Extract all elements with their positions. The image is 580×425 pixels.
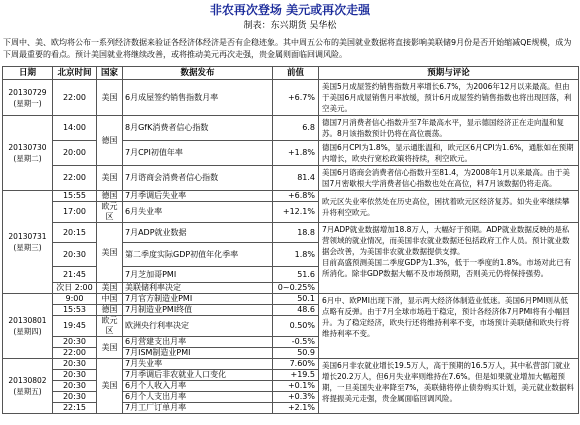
col-header-date: 日期 xyxy=(3,67,53,80)
country-cell: 美国 xyxy=(97,80,123,116)
table-header-row xyxy=(3,67,579,80)
col-header-event: 数据发布 xyxy=(123,67,273,80)
prev-cell: +19.5 xyxy=(273,370,319,381)
comment-cell xyxy=(319,223,579,294)
time-cell: 17:00 xyxy=(53,202,97,223)
col-header-time: 北京时间 xyxy=(53,67,97,80)
intro-paragraph: 下周中、美、欧均将公布一系列经济数据来验证各经济体经济是否有企稳迹象。其中周五公布的美国就业数据将直接影响美联储9月份是否开始缩减QE规模，成为下周最重要的看点。预计美国就业将继续改善，或将推动美元再次走强，贵金属则面临回调风险。 xyxy=(3,38,572,59)
time-cell: 20:30 xyxy=(53,359,97,370)
event-cell: 6月失业率 xyxy=(123,202,273,223)
event-cell: 7月官方制造业PMI xyxy=(123,294,273,305)
country-cell: 欧元区 xyxy=(97,202,123,223)
country-cell: 美国 xyxy=(97,223,123,283)
prev-cell: +6.7% xyxy=(273,80,319,116)
time-cell: 22:15 xyxy=(53,403,97,414)
col-header-country: 国家 xyxy=(97,67,123,80)
prev-cell: 51.6 xyxy=(273,267,319,283)
event-cell: 7月谘商会消费者信心指数 xyxy=(123,166,273,191)
prev-cell: 1.8% xyxy=(273,243,319,267)
country-cell: 美国 xyxy=(97,359,123,414)
prev-cell: +6.8% xyxy=(273,191,319,202)
table-row xyxy=(3,116,579,141)
col-header-comment: 预期与评论 xyxy=(319,67,579,80)
event-cell: 6月个人支出月率 xyxy=(123,392,273,403)
prev-cell: 18.8 xyxy=(273,223,319,243)
table-row xyxy=(3,223,579,243)
time-cell: 20:15 xyxy=(53,223,97,243)
page-title: 非农再次登场 美元或再次走强 xyxy=(209,3,371,17)
event-cell: 7月季调后非农就业人口变化 xyxy=(123,370,273,381)
event-cell: 7月制造业PMI终值 xyxy=(123,305,273,316)
event-cell: 8月GfK消费者信心指数 xyxy=(123,116,273,141)
event-cell: 6月个人收入月率 xyxy=(123,381,273,392)
comment-cell: 美国6月谘商会消费者信心指数升至81.4，为2008年1月以来最高。由于美国7月密歇根大学消费者信心指数也处在高位，料7月该数据仍将走高。 xyxy=(319,166,579,191)
prev-cell: 50.9 xyxy=(273,348,319,359)
event-cell: 欧洲央行利率决定 xyxy=(123,316,273,337)
time-cell: 19:45 xyxy=(53,316,97,337)
prev-cell: 81.4 xyxy=(273,166,319,191)
event-cell: 第二季度实际GDP初值年化季率 xyxy=(123,243,273,267)
event-cell: 6月成屋签约销售指数月率 xyxy=(123,80,273,116)
table-row xyxy=(3,166,579,191)
event-cell: 7月工厂订单月率 xyxy=(123,403,273,414)
event-cell: 美联储利率决定 xyxy=(123,283,273,294)
time-cell: 9:00 xyxy=(53,294,97,305)
prev-cell: +2.1% xyxy=(273,403,319,414)
time-cell: 15:55 xyxy=(53,191,97,202)
time-cell: 20:30 xyxy=(53,243,97,267)
date-cell: 20130729 (星期一) xyxy=(3,80,53,116)
time-cell: 20:00 xyxy=(53,141,97,166)
comment-cell: 6月中、欧PMI出现下滑，显示两大经济体制造业低迷。美国6月PMI则从低点略有反弹。由于7月全球市场趋于稳定，预计各经济体7月PMI将有小幅回升。为了稳定经济，欧央行还将维持利率不变，市场预计美联储和欧央行将维持利率不变。 xyxy=(319,294,579,359)
time-cell: 22:00 xyxy=(53,166,97,191)
comment-cell: 欧元区失业率依然处在历史高位，困扰着欧元区经济复苏。如失业率继续攀升将利空欧元。 xyxy=(319,191,579,223)
prev-cell: +0.1% xyxy=(273,381,319,392)
table-row xyxy=(3,359,579,370)
prev-cell: 7.60% xyxy=(273,359,319,370)
date-cell: 20130801 (星期四) xyxy=(3,294,53,359)
time-cell: 20:30 xyxy=(53,381,97,392)
prev-cell: 0~0.25% xyxy=(273,283,319,294)
comment-cell: 德国7月消费者信心指数升至7年最高水平，显示德国经济正在走向温和复苏。8月该指数预计仍将在高位震荡。 xyxy=(319,116,579,141)
date-cell: 20130730 (星期二) xyxy=(3,116,53,191)
event-cell: 7月CPI初值年率 xyxy=(123,141,273,166)
event-cell: 7月ADP就业数据 xyxy=(123,223,273,243)
country-cell: 德国 xyxy=(97,116,123,166)
event-cell: 6月营建支出月率 xyxy=(123,337,273,348)
country-cell: 德国 xyxy=(97,305,123,316)
time-cell: 次日 2:00 xyxy=(53,283,97,294)
comment-cell: 德国6月CPI为1.8%，显示通胀温和，欧元区6月CPI为1.6%，通胀如在预期内增长，欧央行宽松政策将持续，利空欧元。 xyxy=(319,141,579,166)
prev-cell: 6.8 xyxy=(273,116,319,141)
date-cell: 20130731 (星期三) xyxy=(3,191,53,294)
time-cell: 20:30 xyxy=(53,337,97,348)
author-line: 制表：东兴期货 吴华松 xyxy=(243,21,337,31)
prev-cell: -0.5% xyxy=(273,337,319,348)
country-cell: 中国 xyxy=(97,294,123,305)
time-cell: 15:53 xyxy=(53,305,97,316)
prev-cell: +12.1% xyxy=(273,202,319,223)
table-row xyxy=(3,294,579,305)
country-cell: 欧元区 xyxy=(97,316,123,337)
time-cell: 20:30 xyxy=(53,392,97,403)
prev-cell: 48.6 xyxy=(273,305,319,316)
country-cell: 德国 xyxy=(97,191,123,202)
prev-cell: +0.3% xyxy=(273,392,319,403)
table-row xyxy=(3,141,579,166)
date-cell: 20130802 (星期五) xyxy=(3,359,53,414)
time-cell: 22:00 xyxy=(53,348,97,359)
table-row xyxy=(3,191,579,202)
event-cell: 7月季调后失业率 xyxy=(123,191,273,202)
calendar-table xyxy=(2,66,579,414)
time-cell: 20:30 xyxy=(53,370,97,381)
prev-cell: 0.50% xyxy=(273,316,319,337)
country-cell: 美国 xyxy=(97,166,123,191)
event-cell: 7月失业率 xyxy=(123,359,273,370)
time-cell: 22:00 xyxy=(53,80,97,116)
country-cell: 美国 xyxy=(97,337,123,359)
time-cell: 21:45 xyxy=(53,267,97,283)
prev-cell: 50.1 xyxy=(273,294,319,305)
comment-cell: 美国5月成屋签约销售指数月率增长6.7%，为2006年12月以来最高。但由于美国6月成屋销售月率放缓，预计6月成屋签约销售指数也将出现回落，利空美元。 xyxy=(319,80,579,116)
event-cell: 7月芝加哥PMI xyxy=(123,267,273,283)
event-cell: 7月ISM制造业PMI xyxy=(123,348,273,359)
comment-text: 7月ADP就业数据增加18.8万人，大幅好于预期。ADP就业数据反映的是私营领域的就业情况，而美国非农就业数据还包括政府工作人员。预计就业数据会改善，为美国非农就业数据提供支撑。 目前高盛预测美国二季度GDP为1.3%，低于一季度的1.8%。市场对此已有所消化。除非GDP数据大幅不及市场预期，否则美元仍将保持强势。 xyxy=(322,225,572,278)
country-cell: 美国 xyxy=(97,283,123,294)
time-cell: 14:00 xyxy=(53,116,97,141)
col-header-prev: 前值 xyxy=(273,67,319,80)
table-row xyxy=(3,80,579,116)
prev-cell: +1.8% xyxy=(273,141,319,166)
comment-cell: 美国6月非农就业增长19.5万人，高于预期的16.5万人，其中私营部门就业增长20.2万人，但6月失业率则维持在7.6%。但是如果就业增加大幅超预期，一旦美国失业率降至7%，美联储将停止债券购买计划，美元就业数据料将提振美元走强，贵金属面临回调风险。 xyxy=(319,359,579,414)
